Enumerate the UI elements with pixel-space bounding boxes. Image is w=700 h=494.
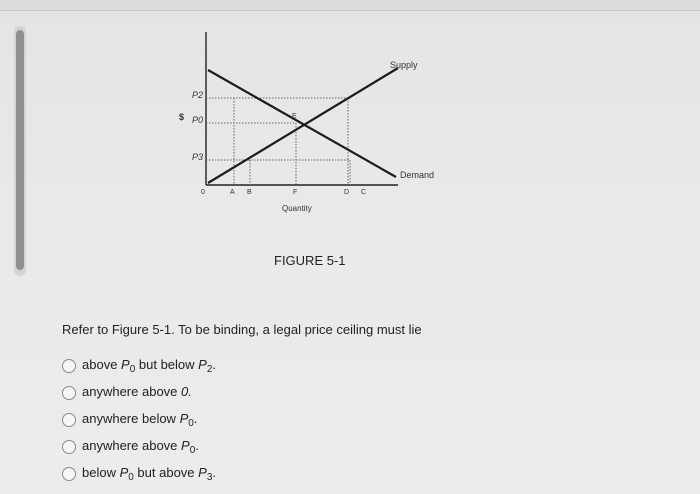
option-label[interactable]: above $P_0$ but below $P_2$. <box>82 356 217 375</box>
x-axis-label: Quantity <box>282 204 312 213</box>
answer-option[interactable] <box>62 433 216 460</box>
answer-option[interactable] <box>62 352 216 379</box>
answer-options <box>62 352 216 487</box>
label-p3: P3 <box>192 152 204 162</box>
figure-caption: FIGURE 5-1 <box>274 253 346 268</box>
option-label[interactable]: anywhere above 0. <box>82 383 192 399</box>
radio-button[interactable] <box>62 467 76 481</box>
radio-button[interactable] <box>62 413 76 427</box>
label-c: C <box>361 189 367 196</box>
question-text: Refer to Figure 5-1. To be binding, a legal price ceiling must lie <box>62 322 422 337</box>
y-axis-symbol: $ <box>179 112 185 122</box>
label-f: F <box>293 189 298 196</box>
label-p2: P2 <box>192 90 204 100</box>
label-origin: 0 <box>201 189 205 196</box>
label-equilibrium: E <box>292 113 297 120</box>
radio-button[interactable] <box>62 386 76 400</box>
supply-demand-figure <box>170 25 450 225</box>
radio-button[interactable] <box>62 440 76 454</box>
browser-top-strip <box>0 0 700 11</box>
option-label[interactable]: below $P_0$ but above $P_3$. <box>82 464 216 483</box>
answer-option[interactable] <box>62 460 216 487</box>
radio-button[interactable] <box>62 359 76 373</box>
figure-svg <box>170 25 450 225</box>
option-label[interactable]: anywhere below $P_0$. <box>82 410 198 429</box>
answer-option[interactable] <box>62 406 216 433</box>
label-b: B <box>247 189 252 196</box>
scrollbar-thumb[interactable] <box>16 30 24 270</box>
label-d: D <box>344 189 350 196</box>
option-label[interactable]: anywhere above $P_0$. <box>82 437 199 456</box>
supply-label: Supply <box>390 60 418 70</box>
answer-option[interactable] <box>62 379 216 406</box>
label-p0: P0 <box>192 115 204 125</box>
demand-label: Demand <box>400 170 435 180</box>
label-a: A <box>230 189 235 196</box>
